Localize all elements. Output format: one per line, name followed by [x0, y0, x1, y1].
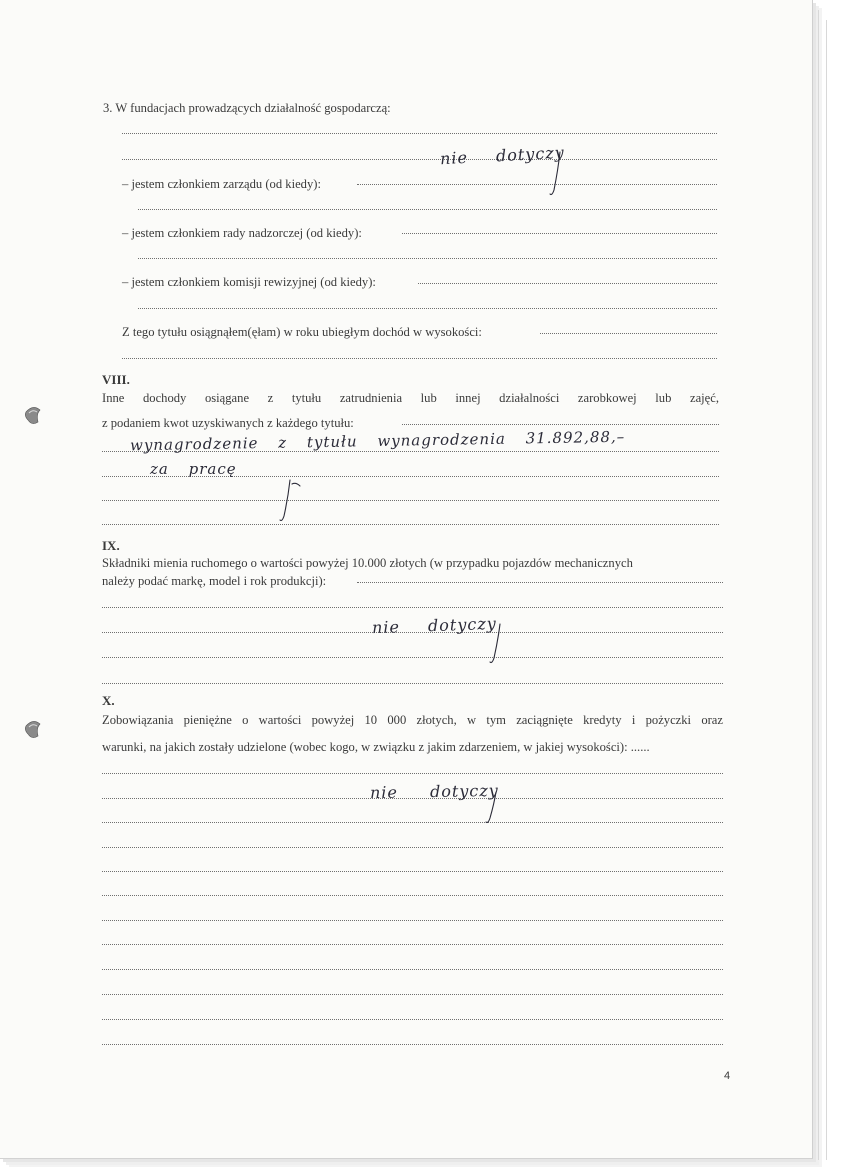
- fill-line: [357, 580, 723, 583]
- fill-line: [102, 771, 723, 774]
- supervisory-board-label: – jestem członkiem rady nadzorczej (od kiedy):: [122, 226, 362, 240]
- fill-line: [102, 681, 723, 684]
- handwritten-income: wynagrodzenie z tytułu wynagrodzenia 31.892,88,–: [129, 427, 626, 455]
- fill-line: [102, 820, 723, 823]
- audit-committee-label: – jestem członkiem komisji rewizyjnej (od kiedy):: [122, 275, 376, 289]
- fill-line: [138, 207, 717, 210]
- section-9-description-line2: należy podać markę, model i rok produkcji):: [102, 574, 327, 588]
- section-10-description-line1: Zobowiązania pieniężne o wartości powyżej 10 000 złotych, w tym zaciągnięte kredyty i pożyczki oraz: [102, 713, 723, 727]
- fill-line: [122, 157, 717, 160]
- fill-line: [138, 306, 717, 309]
- handwriting-stroke: [476, 790, 506, 830]
- section-3-title: 3. W fundacjach prowadzących działalność gospodarczą:: [103, 101, 391, 115]
- fill-line: [122, 356, 717, 359]
- section-9-description-line1: Składniki mienia ruchomego o wartości powyżej 10.000 złotych (w przypadku pojazdów mechanicznych: [102, 556, 633, 570]
- handwritten-answer: nie dotyczy: [369, 780, 499, 803]
- fill-line: [102, 605, 723, 608]
- handwritten-income-source: za pracę: [150, 460, 237, 478]
- income-label: Z tego tytułu osiągnąłem(ęłam) w roku ubiegłym dochód w wysokości:: [122, 325, 482, 339]
- fill-line: [102, 942, 723, 945]
- fill-line: [102, 992, 723, 995]
- fill-line: [357, 182, 717, 185]
- board-member-label: – jestem członkiem zarządu (od kiedy):: [122, 177, 321, 191]
- fill-line: [102, 1017, 723, 1020]
- fill-line: [138, 256, 717, 259]
- handwritten-answer: nie dotyczy: [371, 613, 498, 638]
- handwritten-answer: nie dotyczy: [439, 142, 566, 169]
- fill-line: [102, 918, 723, 921]
- section-8-description-line2: z podaniem kwot uzyskiwanych z każdego tytułu:: [102, 416, 354, 430]
- fill-line: [418, 281, 717, 284]
- handwriting-stroke: [276, 476, 306, 526]
- fill-line: [402, 231, 717, 234]
- section-10-description-line2: warunki, na jakich zostały udzielone (wobec kogo, w związku z jakim zdarzeniem, w jakiej wysokości): ......: [102, 740, 650, 754]
- fill-line: [540, 331, 717, 334]
- punch-hole-icon: [24, 404, 42, 426]
- fill-line: [102, 522, 719, 525]
- fill-line: [102, 845, 723, 848]
- fill-line: [102, 1042, 723, 1045]
- handwriting-stroke: [480, 622, 510, 672]
- fill-line: [122, 131, 717, 134]
- handwriting-stroke: [538, 150, 568, 200]
- section-8-description-line1: Inne dochody osiągane z tytułu zatrudnienia lub innej działalności zarobkowej lub zajęć,: [102, 391, 719, 405]
- paper-edge: [818, 10, 819, 1160]
- page-number: 4: [724, 1070, 731, 1082]
- fill-line: [102, 869, 723, 872]
- punch-hole-icon: [24, 718, 42, 740]
- paper-edge: [826, 20, 827, 1160]
- fill-line: [102, 893, 723, 896]
- section-9-number: IX.: [102, 538, 120, 553]
- fill-line: [402, 422, 719, 425]
- fill-line: [102, 967, 723, 970]
- section-8-number: VIII.: [102, 372, 130, 387]
- fill-line: [102, 498, 719, 501]
- fill-line: [102, 655, 723, 658]
- section-10-number: X.: [102, 693, 115, 708]
